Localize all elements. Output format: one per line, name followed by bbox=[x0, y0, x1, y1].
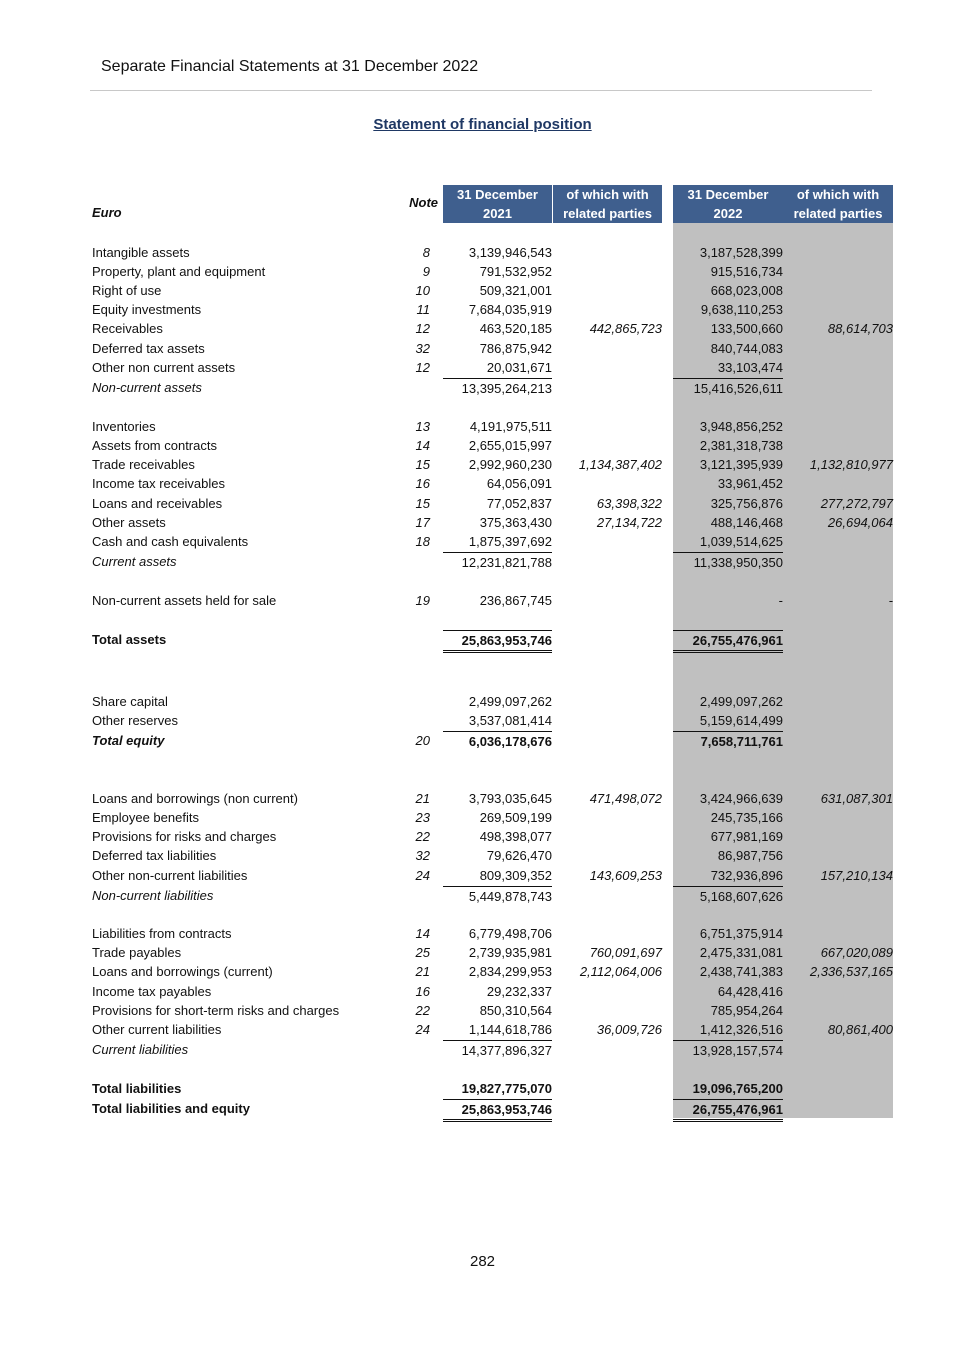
row-note: 24 bbox=[415, 1022, 430, 1037]
row-label: Property, plant and equipment bbox=[92, 264, 266, 279]
statement-title: Statement of financial position bbox=[373, 116, 592, 133]
page-number: 282 bbox=[469, 1253, 496, 1270]
table-row bbox=[0, 339, 965, 358]
related-parties-2022: 631,087,301 bbox=[820, 791, 893, 806]
value-2022: 2,475,331,081 bbox=[699, 945, 783, 960]
row-note: 23 bbox=[415, 810, 430, 825]
value-2021: 269,509,199 bbox=[479, 810, 552, 825]
value-2021: 64,056,091 bbox=[486, 476, 552, 491]
table-row bbox=[0, 943, 965, 962]
value-2021: 1,875,397,692 bbox=[468, 534, 552, 549]
column-header-related-2021-line2: related parties bbox=[563, 206, 652, 221]
row-label: Other non current assets bbox=[92, 360, 236, 375]
table-row bbox=[0, 358, 965, 377]
table-row bbox=[0, 532, 965, 551]
row-label: Right of use bbox=[92, 283, 162, 298]
value-2022: 26,755,476,961 bbox=[673, 1099, 783, 1122]
value-2022: 2,499,097,262 bbox=[699, 694, 783, 709]
value-2022: 915,516,734 bbox=[710, 264, 783, 279]
table-row bbox=[0, 962, 965, 981]
value-2022: 1,412,326,516 bbox=[699, 1022, 783, 1037]
row-note: 12 bbox=[415, 360, 430, 375]
row-note: 32 bbox=[415, 848, 430, 863]
row-label: Non-current assets held for sale bbox=[92, 593, 277, 608]
table-row bbox=[0, 731, 965, 750]
value-2022: 785,954,264 bbox=[710, 1003, 783, 1018]
related-parties-2022: 80,861,400 bbox=[827, 1022, 893, 1037]
value-2022: 245,735,166 bbox=[710, 810, 783, 825]
value-2022: 5,159,614,499 bbox=[699, 713, 783, 728]
row-label: Deferred tax assets bbox=[92, 341, 205, 356]
value-2022: 1,039,514,625 bbox=[699, 534, 783, 549]
related-parties-2021: 143,609,253 bbox=[589, 868, 662, 883]
row-note: 32 bbox=[415, 341, 430, 356]
column-header-2022-line1: 31 December bbox=[687, 187, 769, 202]
table-row bbox=[0, 300, 965, 319]
value-2021: 6,036,178,676 bbox=[443, 731, 552, 751]
value-2022: 5,168,607,626 bbox=[673, 886, 783, 906]
row-label: Income tax receivables bbox=[92, 476, 225, 491]
value-2022: 33,103,474 bbox=[717, 360, 783, 375]
value-2022: 2,438,741,383 bbox=[699, 964, 783, 979]
value-2021: 14,377,896,327 bbox=[443, 1040, 552, 1060]
row-note: 22 bbox=[415, 1003, 430, 1018]
row-label: Trade payables bbox=[92, 945, 182, 960]
value-2022: 840,744,083 bbox=[710, 341, 783, 356]
row-label: Other non-current liabilities bbox=[92, 868, 248, 883]
table-row bbox=[0, 692, 965, 711]
value-2021: 509,321,001 bbox=[479, 283, 552, 298]
value-2022: 3,187,528,399 bbox=[699, 245, 783, 260]
row-label: Current liabilities bbox=[92, 1042, 189, 1057]
table-row bbox=[0, 455, 965, 474]
row-label: Non-current assets bbox=[92, 380, 202, 395]
row-label: Income tax payables bbox=[92, 984, 212, 999]
value-2022: 15,416,526,611 bbox=[673, 378, 783, 398]
row-note: 18 bbox=[415, 534, 430, 549]
row-label: Cash and cash equivalents bbox=[92, 534, 249, 549]
row-note: 21 bbox=[415, 964, 430, 979]
value-2022: 133,500,660 bbox=[710, 321, 783, 336]
value-2022: 26,755,476,961 bbox=[673, 630, 783, 653]
value-2022: 19,096,765,200 bbox=[692, 1081, 783, 1096]
row-label: Assets from contracts bbox=[92, 438, 217, 453]
value-2022: 6,751,375,914 bbox=[699, 926, 783, 941]
value-2021: 3,139,946,543 bbox=[468, 245, 552, 260]
row-label: Deferred tax liabilities bbox=[92, 848, 217, 863]
value-2022: 86,987,756 bbox=[717, 848, 783, 863]
value-2022: 668,023,008 bbox=[710, 283, 783, 298]
row-note: 24 bbox=[415, 868, 430, 883]
row-note: 17 bbox=[415, 515, 430, 530]
value-2021: 498,398,077 bbox=[479, 829, 552, 844]
value-2021: 19,827,775,070 bbox=[461, 1081, 552, 1096]
row-note: 9 bbox=[422, 264, 430, 279]
value-2021: 4,191,975,511 bbox=[469, 419, 552, 434]
row-label: Loans and borrowings (non current) bbox=[92, 791, 298, 806]
page-header: Separate Financial Statements at 31 December 2022 bbox=[101, 58, 479, 75]
row-note: 21 bbox=[415, 791, 430, 806]
value-2021: 786,875,942 bbox=[479, 341, 552, 356]
column-header-related-2022-line2: related parties bbox=[793, 206, 883, 221]
value-2021: 2,655,015,997 bbox=[468, 438, 552, 453]
table-row bbox=[0, 711, 965, 730]
value-2021: 1,144,618,786 bbox=[468, 1022, 552, 1037]
value-2022: 3,948,856,252 bbox=[699, 419, 783, 434]
table-row bbox=[0, 513, 965, 532]
value-2022: 677,981,169 bbox=[710, 829, 783, 844]
related-parties-2021: 63,398,322 bbox=[596, 496, 662, 511]
row-note: 19 bbox=[415, 593, 430, 608]
table-row bbox=[0, 417, 965, 436]
row-label: Liabilities from contracts bbox=[92, 926, 232, 941]
value-2022: 2,381,318,738 bbox=[699, 438, 783, 453]
table-row bbox=[0, 846, 965, 865]
value-2021: 5,449,878,743 bbox=[443, 886, 552, 906]
related-parties-2021: 442,865,723 bbox=[589, 321, 662, 336]
row-label: Total liabilities and equity bbox=[92, 1101, 250, 1116]
value-2021: 791,532,952 bbox=[479, 264, 552, 279]
value-2022: 11,338,950,350 bbox=[673, 552, 783, 572]
value-2021: 2,499,097,262 bbox=[468, 694, 552, 709]
table-row bbox=[0, 1001, 965, 1020]
table-row bbox=[0, 494, 965, 513]
row-note: 25 bbox=[415, 945, 430, 960]
value-2022: 13,928,157,574 bbox=[673, 1040, 783, 1060]
value-2021: 2,834,299,953 bbox=[468, 964, 552, 979]
related-parties-2022: 1,132,810,977 bbox=[809, 457, 893, 472]
row-note: 10 bbox=[415, 283, 430, 298]
table-row bbox=[0, 1079, 965, 1098]
row-note: 14 bbox=[415, 926, 430, 941]
value-2022: 732,936,896 bbox=[710, 868, 783, 883]
value-2021: 2,739,935,981 bbox=[468, 945, 552, 960]
table-row bbox=[0, 808, 965, 827]
related-parties-2022: 667,020,089 bbox=[820, 945, 893, 960]
related-parties-2022: 2,336,537,165 bbox=[809, 964, 893, 979]
value-2021: 6,779,498,706 bbox=[468, 926, 552, 941]
table-row bbox=[0, 866, 965, 885]
column-header-2022-line2: 2022 bbox=[713, 206, 743, 221]
related-parties-2021: 27,134,722 bbox=[596, 515, 662, 530]
related-parties-2021: 2,112,064,006 bbox=[579, 964, 662, 979]
value-2021: 29,232,337 bbox=[486, 984, 552, 999]
row-note: 8 bbox=[422, 245, 430, 260]
value-2021: 3,537,081,414 bbox=[468, 713, 552, 728]
row-note: 15 bbox=[415, 457, 430, 472]
value-2021: 77,052,837 bbox=[486, 496, 552, 511]
row-label: Total liabilities bbox=[92, 1081, 182, 1096]
table-row bbox=[0, 591, 965, 610]
table-row bbox=[0, 319, 965, 338]
row-note: 16 bbox=[415, 476, 430, 491]
column-header-related-2022-line1: of which with bbox=[796, 187, 880, 202]
row-label: Intangible assets bbox=[92, 245, 190, 260]
table-row bbox=[0, 474, 965, 493]
value-2021: 79,626,470 bbox=[486, 848, 552, 863]
row-label: Employee benefits bbox=[92, 810, 199, 825]
related-parties-2022: 157,210,134 bbox=[820, 868, 893, 883]
row-label: Provisions for risks and charges bbox=[92, 829, 277, 844]
table-row bbox=[0, 924, 965, 943]
column-header-2021-line2: 2021 bbox=[483, 206, 512, 221]
row-label: Loans and receivables bbox=[92, 496, 223, 511]
table-row bbox=[0, 827, 965, 846]
value-2021: 2,992,960,230 bbox=[468, 457, 552, 472]
row-note: 12 bbox=[415, 321, 430, 336]
row-note: 13 bbox=[415, 419, 430, 434]
value-2022: 488,146,468 bbox=[710, 515, 783, 530]
column-header-2021-line1: 31 December bbox=[457, 187, 538, 202]
row-label: Other current liabilities bbox=[92, 1022, 222, 1037]
value-2022: 9,638,110,253 bbox=[700, 302, 783, 317]
related-parties-2021: 760,091,697 bbox=[589, 945, 662, 960]
value-2021: 13,395,264,213 bbox=[443, 378, 552, 398]
row-note: 15 bbox=[415, 496, 430, 511]
row-note: 22 bbox=[415, 829, 430, 844]
row-label: Provisions for short-term risks and charges bbox=[92, 1003, 340, 1018]
row-label: Total assets bbox=[92, 632, 167, 647]
table-row bbox=[0, 378, 965, 397]
row-label: Inventories bbox=[92, 419, 156, 434]
value-2022: 325,756,876 bbox=[710, 496, 783, 511]
value-2022: 3,424,966,639 bbox=[699, 791, 783, 806]
related-parties-2022: - bbox=[888, 593, 893, 608]
value-2021: 25,863,953,746 bbox=[443, 1099, 552, 1122]
table-row bbox=[0, 552, 965, 571]
row-label: Equity investments bbox=[92, 302, 202, 317]
row-label: Current assets bbox=[92, 554, 177, 569]
note-column-header: Note bbox=[409, 195, 438, 210]
table-row bbox=[0, 1099, 965, 1118]
value-2021: 12,231,821,788 bbox=[443, 552, 552, 572]
related-parties-2022: 26,694,064 bbox=[827, 515, 893, 530]
related-parties-2022: 88,614,703 bbox=[827, 321, 893, 336]
table-row bbox=[0, 262, 965, 281]
row-note: 14 bbox=[415, 438, 430, 453]
row-label: Total equity bbox=[92, 733, 165, 748]
row-label: Share capital bbox=[92, 694, 168, 709]
value-2021: 375,363,430 bbox=[479, 515, 552, 530]
value-2021: 25,863,953,746 bbox=[443, 630, 552, 653]
value-2021: 809,309,352 bbox=[479, 868, 552, 883]
value-2021: 20,031,671 bbox=[486, 360, 552, 375]
related-parties-2021: 36,009,726 bbox=[596, 1022, 662, 1037]
row-label: Non-current liabilities bbox=[92, 888, 214, 903]
value-2022: - bbox=[778, 593, 783, 608]
table-row bbox=[0, 1020, 965, 1039]
value-2022: 64,428,416 bbox=[717, 984, 783, 999]
row-label: Other assets bbox=[92, 515, 166, 530]
row-label: Receivables bbox=[92, 321, 163, 336]
related-parties-2022: 277,272,797 bbox=[820, 496, 893, 511]
table-row bbox=[0, 982, 965, 1001]
row-label: Trade receivables bbox=[92, 457, 195, 472]
currency-label: Euro bbox=[92, 205, 122, 220]
row-note: 11 bbox=[416, 302, 430, 317]
related-parties-2021: 1,134,387,402 bbox=[578, 457, 662, 472]
value-2021: 463,520,185 bbox=[479, 321, 552, 336]
value-2021: 236,867,745 bbox=[479, 593, 552, 608]
value-2022: 3,121,395,939 bbox=[699, 457, 783, 472]
table-row bbox=[0, 886, 965, 905]
table-row bbox=[0, 1040, 965, 1059]
related-parties-2021: 471,498,072 bbox=[589, 791, 662, 806]
table-row bbox=[0, 243, 965, 262]
column-header-related-2021-line1: of which with bbox=[566, 187, 649, 202]
table-row bbox=[0, 436, 965, 455]
table-row bbox=[0, 281, 965, 300]
row-note: 20 bbox=[415, 733, 430, 748]
value-2021: 3,793,035,645 bbox=[468, 791, 552, 806]
table-row bbox=[0, 630, 965, 649]
value-2021: 850,310,564 bbox=[479, 1003, 552, 1018]
value-2022: 7,658,711,761 bbox=[673, 731, 783, 751]
value-2021: 7,684,035,919 bbox=[468, 302, 552, 317]
row-note: 16 bbox=[415, 984, 430, 999]
value-2022: 33,961,452 bbox=[717, 476, 783, 491]
table-row bbox=[0, 789, 965, 808]
row-label: Loans and borrowings (current) bbox=[92, 964, 273, 979]
row-label: Other reserves bbox=[92, 713, 178, 728]
